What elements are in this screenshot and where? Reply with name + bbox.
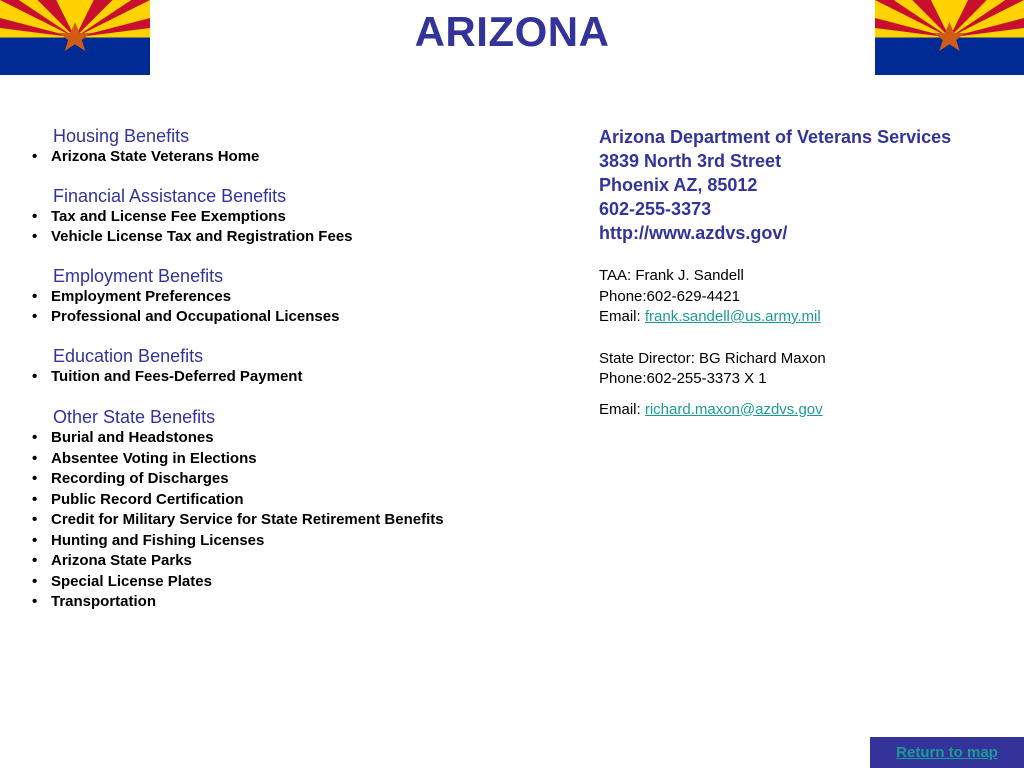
list-item [29,367,589,388]
list-item [29,490,589,511]
director-email-link[interactable]: richard.maxon@azdvs.gov [644,400,823,418]
director-phone: Phone:602-255-3373 X 1 [599,370,767,387]
benefit-item-label: Absentee Voting in Elections [51,449,257,467]
department-contact [599,125,1019,245]
benefit-item-label: Burial and Headstones [51,429,214,446]
bullet-icon: • [32,490,38,508]
list-item [29,469,589,490]
section-heading: Employment Benefits [53,265,224,286]
section-heading: Other State Benefits [53,407,216,427]
taa-phone: Phone:602-629-4421 [599,287,740,305]
list-item [29,592,589,613]
bullet-icon: • [32,449,38,467]
list-item [29,572,589,593]
benefit-item-label: Transportation [51,593,157,610]
bullet-icon: • [32,367,38,385]
benefit-item-label: Credit for Military Service for State Retirement Benefits [51,511,444,528]
benefits-list [29,125,589,630]
taa-name: TAA: Frank J. Sandell [599,267,744,284]
section-heading: Financial Assistance Benefits [53,185,287,206]
director-email-row [599,400,1019,421]
benefit-item-label: Professional and Occupational Licenses [51,308,340,325]
list-item [29,449,589,470]
email-label: Email: [599,308,645,325]
benefit-section [29,265,589,328]
street-address: 3839 North 3rd Street [599,151,782,171]
benefit-items [29,147,589,168]
bullet-icon: • [32,552,38,569]
bullet-icon: • [32,228,38,245]
city-state-zip: Phoenix AZ, 85012 [599,175,758,195]
benefit-items [29,428,589,613]
benefit-items [29,367,589,388]
list-item [29,227,589,248]
contact-panel [599,125,1019,420]
bullet-icon: • [32,207,38,225]
benefit-item-label: Hunting and Fishing Licenses [51,531,265,549]
benefit-item-label: Public Record Certification [51,490,244,508]
section-heading: Education Benefits [53,345,204,366]
list-item [29,510,589,531]
bullet-icon: • [32,429,38,446]
taa-email-link[interactable]: frank.sandell@us.army.mil [644,308,821,325]
department-name: Arizona Department of Veterans Services [599,127,952,147]
benefit-item-label: Tuition and Fees-Deferred Payment [51,367,303,385]
benefit-item-label: Special License Plates [51,572,212,590]
bullet-icon: • [32,572,38,590]
list-item [29,207,589,228]
department-website-link[interactable]: http://www.azdvs.gov/ [599,223,788,243]
list-item [29,307,589,328]
department-phone: 602-255-3373 [599,199,712,219]
benefit-section [29,345,589,388]
taa-email-row [599,307,1019,328]
benefit-item-label: Vehicle License Tax and Registration Fees [51,228,353,245]
benefit-section [29,406,589,613]
bullet-icon: • [32,148,38,165]
list-item [29,428,589,449]
taa-contact [599,245,1019,420]
benefit-item-label: Arizona State Parks [51,552,192,569]
list-item [29,287,589,308]
bullet-icon: • [32,470,38,487]
benefit-item-label: Tax and License Fee Exemptions [51,207,286,225]
list-item [29,551,589,572]
return-to-map-button[interactable]: Return to map [870,737,1024,768]
bullet-icon: • [32,308,38,325]
email-label: Email: [599,400,645,418]
director-name: State Director: BG Richard Maxon [599,349,826,367]
page-title: ARIZONA [414,8,610,55]
benefit-section [29,125,589,168]
section-heading: Housing Benefits [53,126,190,146]
list-item [29,531,589,552]
benefit-items [29,207,589,248]
bullet-icon: • [32,511,38,528]
benefit-items [29,287,589,328]
bullet-icon: • [32,531,38,549]
benefit-item-label: Arizona State Veterans Home [51,148,260,165]
benefit-item-label: Recording of Discharges [51,470,229,487]
benefit-item-label: Employment Preferences [51,287,232,305]
bullet-icon: • [32,287,38,305]
bullet-icon: • [32,593,38,610]
benefit-section [29,185,589,248]
list-item [29,147,589,168]
